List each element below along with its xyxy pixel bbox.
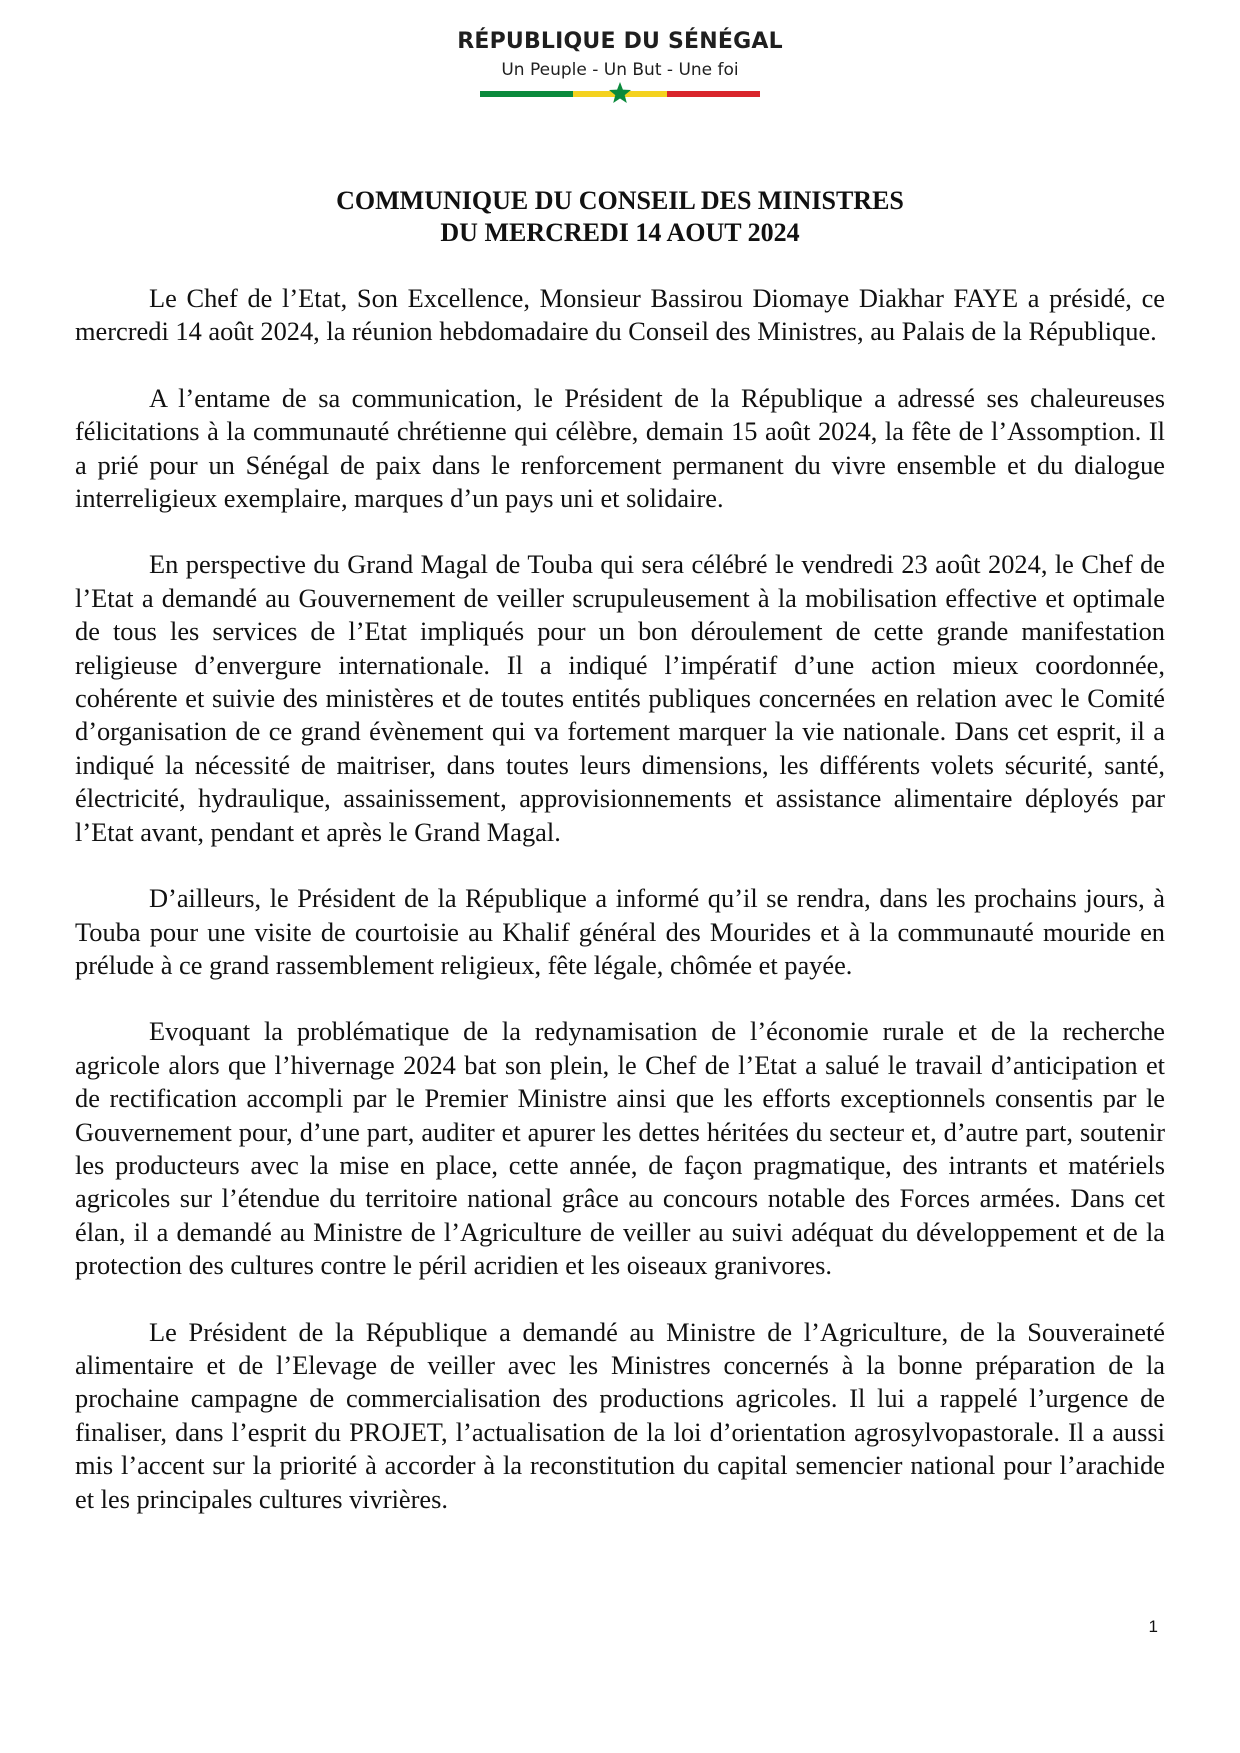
title-line-2: DU MERCREDI 14 AOUT 2024 (440, 218, 800, 247)
document-body (75, 282, 1165, 1549)
letterhead-motto: Un Peuple - Un But - Une foi (501, 60, 739, 80)
page-number: 1 (1148, 1617, 1158, 1636)
paragraph: A l’entame de sa communication, le Président de la République a adressé ses chaleureuses félicitations à la communauté chrétienne qui célèbre, demain 15 août 2024, la fête de l’Assomption. Il a prié pour un Sénégal de paix dans le renforcement permanent du vivre ensemble et du dialogue interreligieux exemplaire, marques d’un pays uni et solidaire. (75, 382, 1165, 514)
document-title (0, 185, 1240, 249)
flag-band-green (480, 91, 573, 97)
flag-bar (480, 90, 760, 98)
letterhead (0, 28, 1240, 98)
star-icon (608, 81, 632, 105)
paragraph: Evoquant la problématique de la redynamisation de l’économie rurale et de la recherche agricole alors que l’hivernage 2024 bat son plein, le Chef de l’Etat a salué le travail d’anticipation et de rectification accompli par le Premier Ministre ainsi que les efforts exceptionnels consentis par le Gouvernement pour, d’une part, auditer et apurer les dettes héritées du secteur et, d’autre part, soutenir les producteurs avec la mise en place, cette année, de façon pragmatique, des intrants et matériels agricoles sur l’étendue du territoire national grâce au concours notable des Forces armées. Dans cet élan, il a demandé au Ministre de l’Agriculture de veiller au suivi adéquat du développement et de la protection des cultures contre le péril acridien et les oiseaux granivores. (75, 1016, 1165, 1281)
paragraph: Le Président de la République a demandé au Ministre de l’Agriculture, de la Souveraineté alimentaire et de l’Elevage de veiller avec les Ministres concernés à la bonne préparation de la prochaine campagne de commercialisation des productions agricoles. Il lui a rappelé l’urgence de finaliser, dans l’esprit du PROJET, l’actualisation de la loi d’orientation agrosylvopastorale. Il a aussi mis l’accent sur la priorité à accorder à la reconstitution du capital semencier national pour l’arachide et les principales cultures vivrières. (75, 1316, 1165, 1514)
paragraph: En perspective du Grand Magal de Touba qui sera célébré le vendredi 23 août 2024, le Chef de l’Etat a demandé au Gouvernement de veiller scrupuleusement à la mobilisation effective et optimale de tous les services de l’Etat impliqués pour un bon déroulement de cette grande manifestation religieuse d’envergure internationale. Il a indiqué l’impératif d’une action mieux coordonnée, cohérente et suivie des ministères et de toutes entités publiques concernées en relation avec le Comité d’organisation de ce grand évènement qui va fortement marquer la vie nationale. Dans cet esprit, il a indiqué la nécessité de maitriser, dans toutes leurs dimensions, les différents volets sécurité, santé, électricité, hydraulique, assainissement, approvisionnements et assistance alimentaire déployés par l’Etat avant, pendant et après le Grand Magal. (75, 549, 1165, 847)
letterhead-title: RÉPUBLIQUE DU SÉNÉGAL (457, 29, 783, 54)
paragraph: Le Chef de l’Etat, Son Excellence, Monsieur Bassirou Diomaye Diakhar FAYE a présidé, ce mercredi 14 août 2024, la réunion hebdomadaire du Conseil des Ministres, au Palais de la République. (75, 283, 1165, 347)
title-line-1: COMMUNIQUE DU CONSEIL DES MINISTRES (336, 186, 904, 215)
flag-band-red (667, 91, 760, 97)
paragraph: D’ailleurs, le Président de la République a informé qu’il se rendra, dans les prochains jours, à Touba pour une visite de courtoisie au Khalif général des Mourides et à la communauté mouride en prélude à ce grand rassemblement religieux, fête légale, chômée et payée. (75, 883, 1165, 980)
